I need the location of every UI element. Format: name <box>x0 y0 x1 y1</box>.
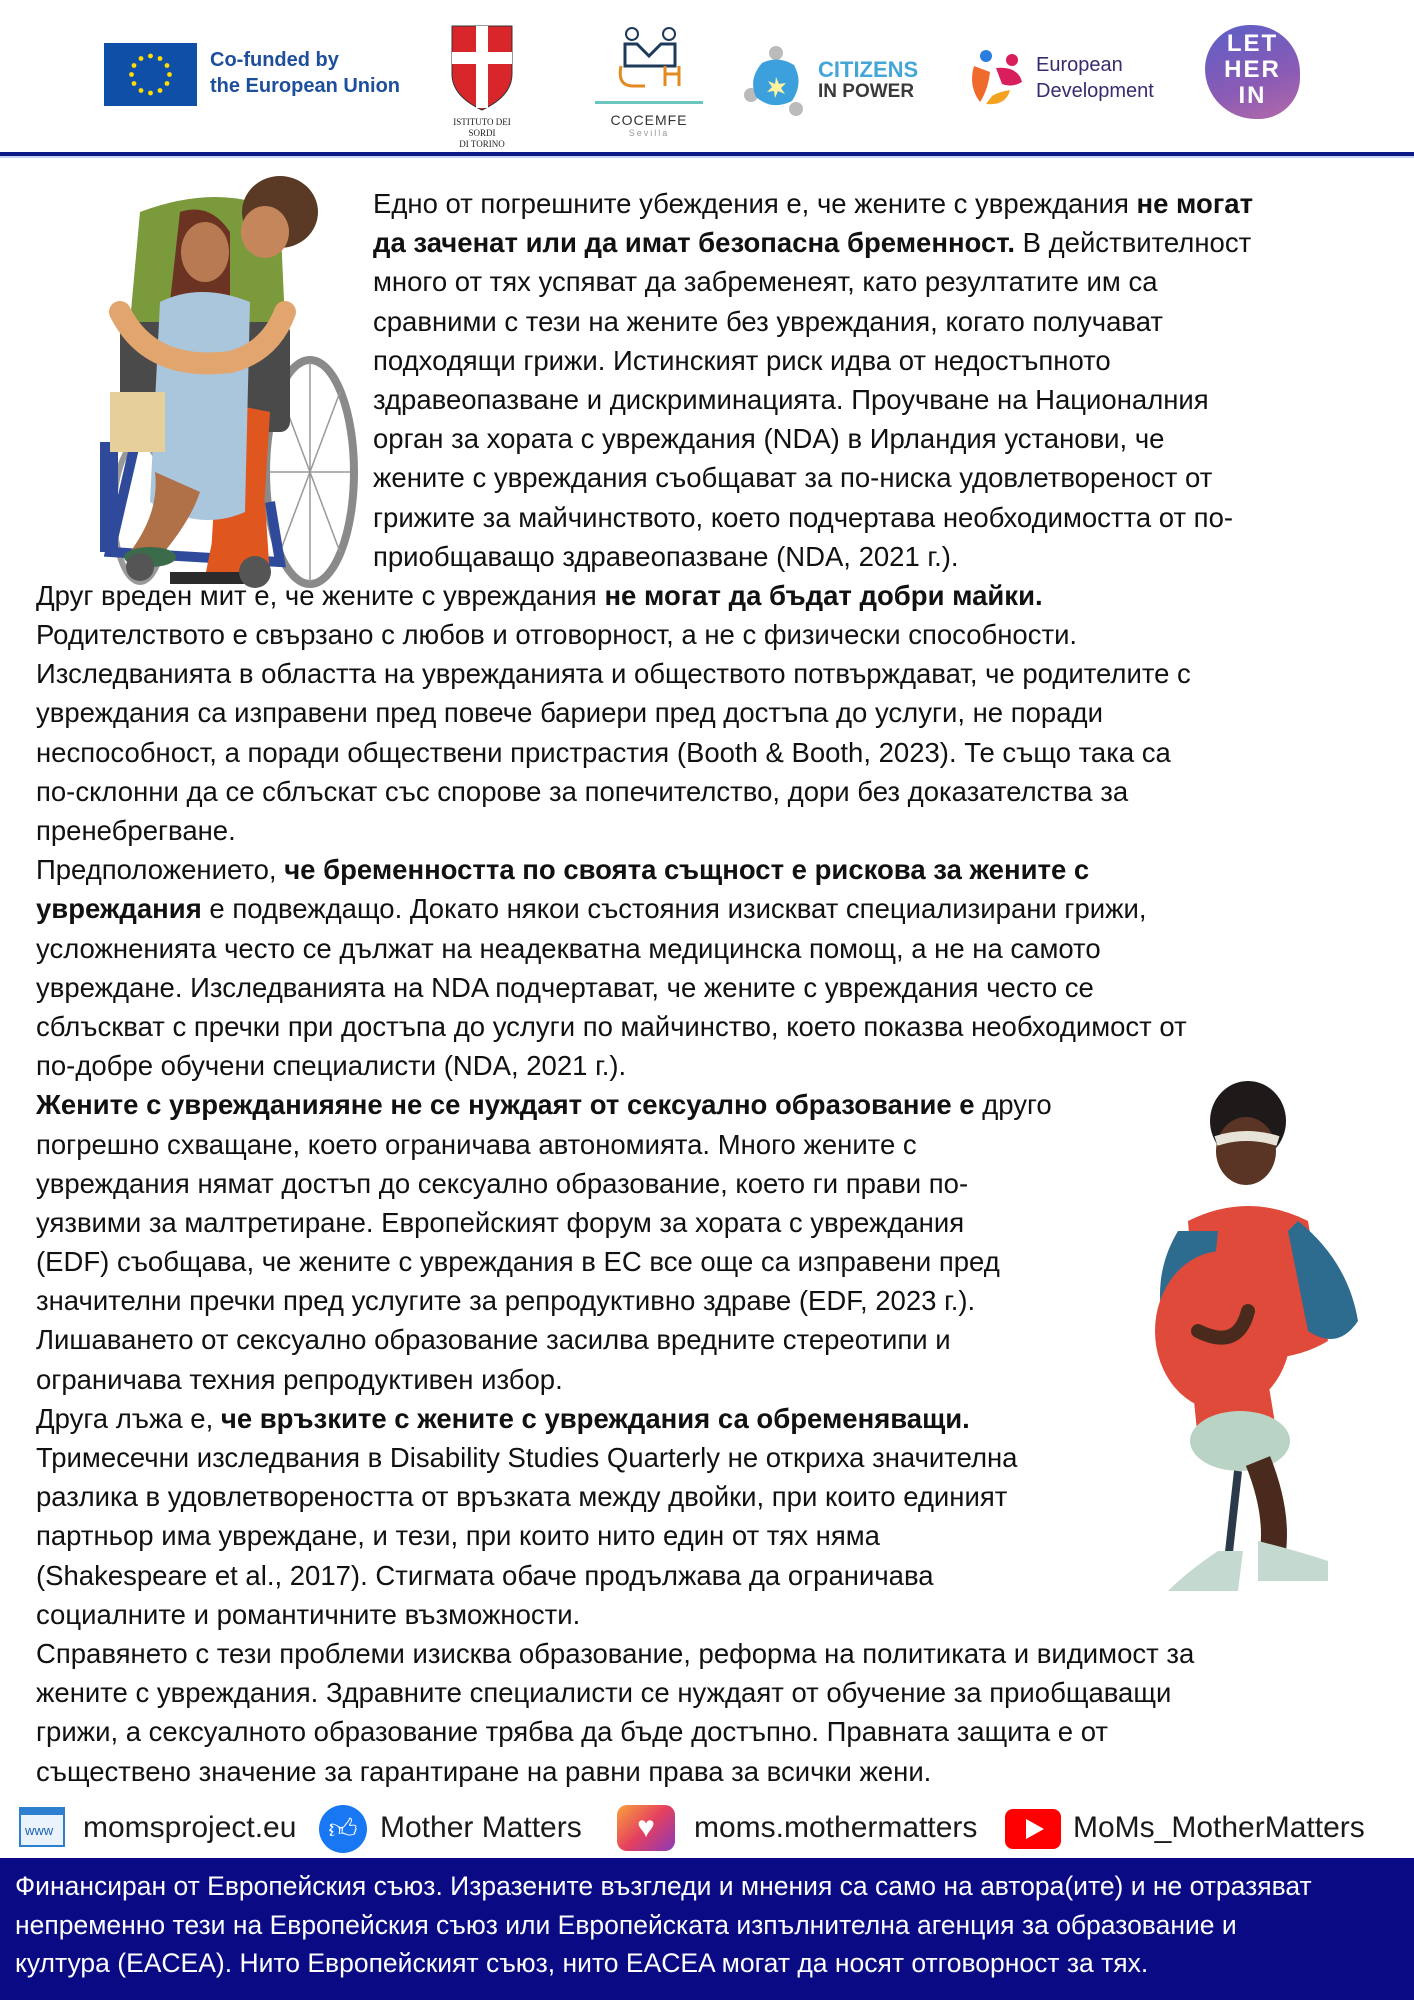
shield-cross-icon <box>440 24 524 112</box>
body-text: неспособност, а поради обществени пристрастия (Booth & Booth, 2023). Те също така са <box>36 736 1171 768</box>
cocemfe-logo <box>595 26 703 138</box>
text-line <box>0 1046 1414 1085</box>
thumbs-up-icon: 👍︎ <box>319 1805 367 1853</box>
body-text: усложненията често се дължат на неадекватна медицинска помощ, а не на самото <box>36 932 1101 964</box>
people-circle-icon <box>966 46 1028 108</box>
text-line <box>0 1399 1414 1438</box>
body-text: приобщаващо здравеопазване (NDA, 2021 г.). <box>373 540 959 572</box>
eu-text-line: Co-funded by <box>210 49 339 71</box>
body-text: уязвими за малтретиране. Европейският форум за хората с увреждания <box>36 1206 965 1238</box>
body-text: много от тях успяват да забременеят, като резултатите им са <box>373 266 1158 298</box>
text-line <box>0 1556 1414 1595</box>
body-text: сравними с тези на жените без увреждания, когато получават <box>373 305 1163 337</box>
text-line <box>0 889 1414 928</box>
www-icon <box>19 1807 65 1847</box>
text-line <box>0 458 1414 497</box>
european-development-logo <box>966 46 1186 112</box>
text-line <box>0 654 1414 693</box>
in-text: IN <box>1238 82 1267 109</box>
website-label: momsproject.eu <box>83 1811 297 1844</box>
her-text: HER <box>1224 56 1281 83</box>
emphasis-text: Жените с уврежданияяне не се нуждаят от сексуално образование е <box>36 1089 975 1121</box>
disclaimer-line: непременно тези на Европейския съюз или Европейската изпълнителна агенция за образование и <box>15 1910 1237 1940</box>
text-line <box>0 811 1414 850</box>
youtube-link[interactable] <box>1005 1803 1405 1853</box>
text-line <box>0 1360 1414 1399</box>
text-line <box>0 1085 1414 1124</box>
body-text: друго <box>974 1089 1052 1121</box>
body-text: сблъскват с пречки при достъпа до услуги по майчинство, което показва необходимост от <box>36 1010 1187 1042</box>
website-link[interactable] <box>19 1803 309 1853</box>
eu-logo-text <box>210 47 400 99</box>
in-power-text: IN POWER <box>818 81 915 102</box>
text-line <box>0 419 1414 458</box>
cocemfe-rule <box>595 101 703 104</box>
body-text: съществено значение за гарантиране на равни права за всички жени. <box>36 1755 932 1787</box>
emphasis-text: не могат да бъдат добри майки. <box>604 579 1043 611</box>
eu-stars-icon <box>104 43 197 106</box>
text-line <box>0 1281 1414 1320</box>
text-line <box>0 1516 1414 1555</box>
body-text: грижите за майчинството, което подчертава необходимостта от по- <box>373 501 1234 533</box>
body-text: Друг вреден мит е, че жените с увреждания <box>36 579 605 611</box>
body-text: Тримесечни изследвания в Disability Studies Quarterly не откриха значителна <box>36 1442 1018 1473</box>
body-text: жените с увреждания. Здравните специалисти се нуждаят от обучение за приобщаващи <box>36 1677 1172 1709</box>
text-line <box>0 929 1414 968</box>
body-text: увреждания са изправени пред повече бариери пред достъпа до услуги, не поради <box>36 697 1103 729</box>
body-text: увреждане. Изследванията на NDA подчертават, че жените с увреждания често се <box>36 971 1094 1003</box>
text-line <box>0 1320 1414 1359</box>
body-text: социалните и романтичните възможности. <box>36 1598 581 1630</box>
youtube-label: MoMs_MotherMatters <box>1073 1811 1365 1844</box>
text-line <box>0 1164 1414 1203</box>
body-text: разлика в удовлетвореността от връзката между двойки, при които единият <box>36 1481 1008 1513</box>
body-text: В действителност <box>1014 227 1252 259</box>
text-line <box>0 1673 1414 1712</box>
body-text: подходящи грижи. Истинският риск идва от недостъпното <box>373 344 1111 376</box>
emphasis-text: че връзките с жените с увреждания са обременяващи. <box>220 1402 970 1434</box>
body-text: орган за хората с увреждания (NDA) в Ирландия установи, че <box>373 423 1165 455</box>
body-text: по-склонни да се сблъскат със спорове за попечителство, дори без доказателства за <box>36 775 1129 807</box>
istituto-text: ISTITUTO DEI SORDI <box>453 117 511 138</box>
facebook-label: Mother Matters <box>380 1811 582 1844</box>
text-line <box>0 968 1414 1007</box>
text-line <box>0 341 1414 380</box>
paragraph <box>0 850 1414 1085</box>
body-text: Предположението, <box>36 854 285 886</box>
emphasis-text: увреждания <box>36 893 202 925</box>
body-text: увреждания нямат достъп до сексуално образование, което ги прави по- <box>36 1167 969 1199</box>
emphasis-text: да заченат или да имат безопасна бременност. <box>373 227 1015 259</box>
citizens-blob-icon <box>742 45 808 117</box>
paragraph <box>0 576 1414 850</box>
text-line <box>0 1007 1414 1046</box>
body-text: жените с увреждания съобщават за по-ниска удовлетвореност от <box>373 462 1213 494</box>
text-line <box>0 1242 1414 1281</box>
body-text: партньор има увреждане, и тези, при които нито един от тях няма <box>36 1520 880 1552</box>
text-line <box>0 1634 1414 1673</box>
let-text: LET <box>1226 30 1279 57</box>
eu-disclaimer-footer <box>0 1858 1414 2000</box>
eu-logo <box>104 43 197 106</box>
text-line <box>0 1477 1414 1516</box>
cocemfe-text: COCEMFE <box>610 112 688 128</box>
facebook-link[interactable] <box>319 1803 609 1853</box>
body-text: Едно от погрешните убеждения е, че жените с увреждания <box>373 188 1137 219</box>
body-text: ограничава техния репродуктивен избор. <box>36 1363 563 1395</box>
text-line <box>0 693 1414 732</box>
body-text: пренебрегване. <box>36 815 236 846</box>
body-text: здравеопазване и дискриминацията. Проучване на Националния <box>373 383 1209 415</box>
text-line <box>0 1203 1414 1242</box>
handshake-people-icon <box>595 26 703 90</box>
paragraph <box>0 1634 1414 1791</box>
body-text: (EDF) съобщава, че жените с увреждания в ЕС все още са изправени пред <box>36 1246 1000 1278</box>
text-line <box>0 537 1414 576</box>
body-text: Справянето с тези проблеми изисква образование, реформа на политиката и видимост за <box>36 1637 1195 1669</box>
citizens-in-power-logo <box>742 45 922 120</box>
text-line <box>0 1752 1414 1791</box>
body-text: Родителството е свързано с любов и отговорност, а не с физически способности. <box>36 619 1078 651</box>
citizens-text: CITIZENS <box>818 57 919 82</box>
disclaimer-line: култура (EACEA). Нито Европейският съюз, нито EACEA могат да носят отговорност за тях. <box>15 1948 1149 1978</box>
header-divider <box>0 152 1414 158</box>
social-links <box>0 1803 1414 1853</box>
disclaimer-line: Финансиран от Европейския съюз. Изразените възгледи и мнения са само на автора(ите) и не отразяват <box>15 1871 1312 1901</box>
paragraph <box>0 1085 1414 1399</box>
text-line <box>0 498 1414 537</box>
emphasis-text: че бременността по своята същност е рискова за жените с <box>284 854 1090 886</box>
text-line <box>0 576 1414 615</box>
text-line <box>0 1712 1414 1751</box>
instagram-label: moms.mothermatters <box>694 1811 978 1844</box>
development-text: Development <box>1036 80 1154 102</box>
instagram-heart-icon: ♥ <box>617 1805 675 1851</box>
text-line <box>0 615 1414 654</box>
european-text: European <box>1036 54 1123 76</box>
istituto-text: DI TORINO <box>459 139 505 149</box>
paragraph <box>0 184 1414 576</box>
body-text: Изследванията в областта на уврежданията и обществото потвърждават, че родителите с <box>36 658 1191 690</box>
www-icon-text: www <box>25 1823 54 1838</box>
text-line <box>0 1125 1414 1164</box>
instagram-link[interactable] <box>617 1803 997 1853</box>
body-text: грижи, а сексуалното образование трябва да бъде достъпно. Правната защита е от <box>36 1716 1109 1748</box>
text-line <box>0 772 1414 811</box>
cocemfe-subtext: Sevilla <box>628 128 670 138</box>
text-line <box>0 223 1414 262</box>
eu-text-line: the European Union <box>210 75 400 97</box>
text-line <box>0 1438 1414 1477</box>
text-line <box>0 302 1414 341</box>
body-text: (Shakespeare et al., 2017). Стигмата обаче продължава да ограничава <box>36 1559 934 1591</box>
text-line <box>0 380 1414 419</box>
body-text: Друга лъжа е, <box>36 1402 221 1434</box>
paragraph <box>0 1399 1414 1634</box>
text-line <box>0 184 1414 223</box>
text-line <box>0 1595 1414 1634</box>
body-text: значителни пречки пред услугите за репродуктивно здраве (EDF, 2023 г.). <box>36 1285 976 1317</box>
body-text: е подвеждащо. Докато някои състояния изискват специализирани грижи, <box>201 893 1147 925</box>
article-body <box>0 184 1414 1791</box>
body-text: Лишаването от сексуално образование засилва вредните стереотипи и <box>36 1324 951 1356</box>
istituto-logo <box>440 24 524 150</box>
body-text: по-добре обучени специалисти (NDA, 2021 г.). <box>36 1050 627 1082</box>
text-line <box>0 733 1414 772</box>
emphasis-text: не могат <box>1136 188 1254 219</box>
youtube-play-icon <box>1005 1809 1061 1849</box>
let-her-in-logo <box>1205 25 1300 119</box>
text-line <box>0 262 1414 301</box>
text-line <box>0 850 1414 889</box>
body-text: погрешно схващане, което ограничава автономията. Много жените с <box>36 1128 917 1160</box>
